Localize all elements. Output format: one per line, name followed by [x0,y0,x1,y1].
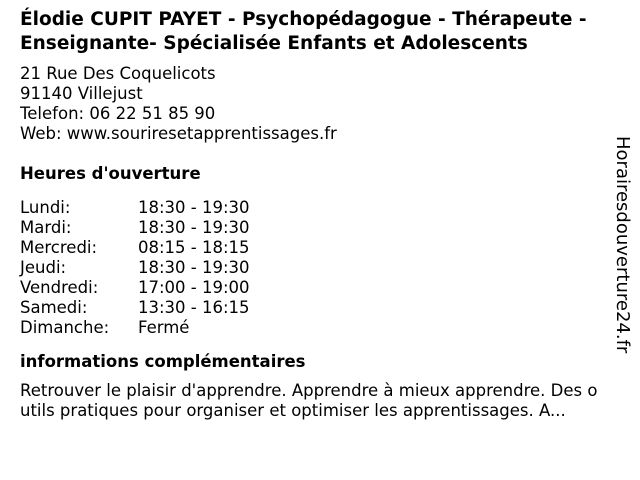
hours-row-tuesday [20,218,602,238]
street-address: 21 Rue Des Coquelicots [20,64,216,83]
web-label: Web: [20,124,62,143]
info-heading: informations complémentaires [20,352,306,371]
hours-day: Lundi: [20,198,71,217]
web-line [20,124,602,144]
phone-line [20,104,602,124]
hours-time: Fermé [138,318,190,337]
hours-time: 18:30 - 19:30 [138,218,250,237]
contact-block [20,64,602,144]
hours-time: 17:00 - 19:00 [138,278,250,297]
business-card [20,8,602,421]
hours-row-monday [20,198,602,218]
info-description: Retrouver le plaisir d'apprendre. Apprendre à mieux apprendre. Des outils pratiques pour organiser et optimiser les apprentissages. A... [20,381,598,420]
phone-number[interactable]: 06 22 51 85 90 [89,104,216,123]
hours-table [20,198,602,338]
city-address: 91140 Villejust [20,84,143,103]
hours-heading: Heures d'ouverture [20,164,201,183]
hours-day: Vendredi: [20,278,99,297]
hours-day: Jeudi: [20,258,67,277]
hours-time: 18:30 - 19:30 [138,198,250,217]
hours-row-thursday [20,258,602,278]
site-watermark: Horairesdouverture24.fr [612,136,633,354]
hours-row-wednesday [20,238,602,258]
hours-row-sunday [20,318,602,338]
hours-day: Dimanche: [20,318,110,337]
phone-label: Telefon: [20,104,85,123]
hours-day: Mardi: [20,218,72,237]
hours-row-saturday [20,298,602,318]
hours-row-friday [20,278,602,298]
hours-day: Samedi: [20,298,88,317]
hours-time: 13:30 - 16:15 [138,298,250,317]
web-link[interactable]: www.souriresetapprentissages.fr [66,124,337,143]
business-title: Élodie CUPIT PAYET - Psychopédagogue - Thérapeute - Enseignante- Spécialisée Enfants et Adolescents [20,9,587,54]
hours-time: 18:30 - 19:30 [138,258,250,277]
hours-day: Mercredi: [20,238,98,257]
hours-time: 08:15 - 18:15 [138,238,250,257]
